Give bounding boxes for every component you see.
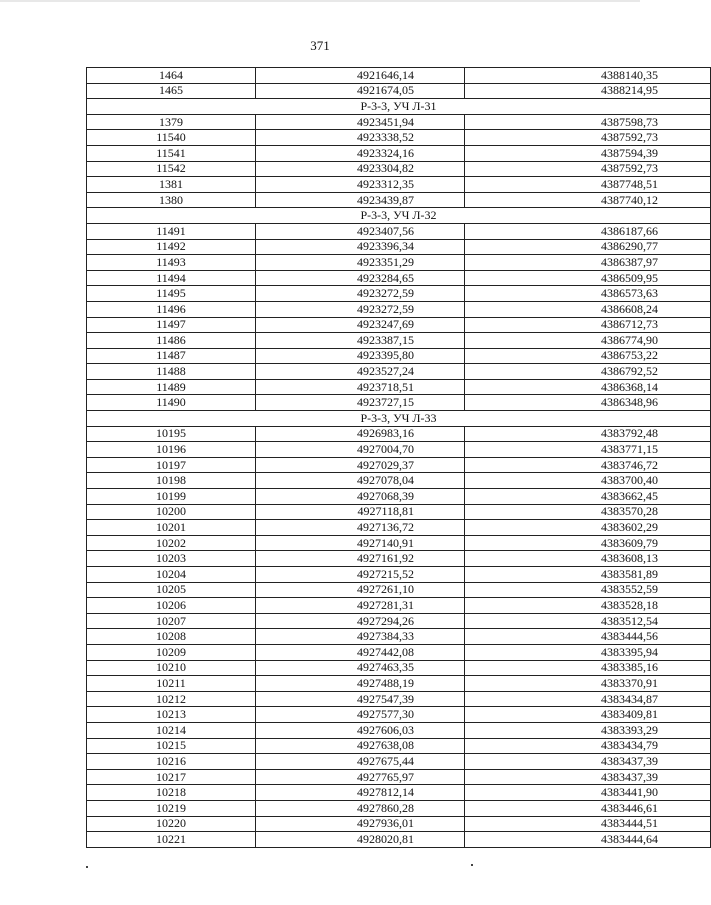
point-number-cell: 10215 bbox=[87, 738, 256, 754]
point-number-cell: 11541 bbox=[87, 145, 256, 161]
table-row bbox=[87, 317, 711, 333]
point-number-cell: 10218 bbox=[87, 785, 256, 801]
point-number-cell: 10220 bbox=[87, 816, 256, 832]
point-number-cell: 11488 bbox=[87, 364, 256, 380]
point-number-cell: 10200 bbox=[87, 504, 256, 520]
y-coordinate-cell: 4386573,63 bbox=[465, 286, 711, 302]
x-coordinate-cell: 4923272,59 bbox=[256, 286, 465, 302]
x-coordinate-cell: 4923351,29 bbox=[256, 255, 465, 271]
point-number-cell: 11542 bbox=[87, 161, 256, 177]
section-header-row bbox=[87, 208, 711, 224]
y-coordinate-cell: 4386368,14 bbox=[465, 379, 711, 395]
x-coordinate-cell: 4923324,16 bbox=[256, 145, 465, 161]
y-coordinate-cell: 4387748,51 bbox=[465, 177, 711, 193]
y-coordinate-cell: 4383370,91 bbox=[465, 676, 711, 692]
y-coordinate-cell: 4386753,22 bbox=[465, 348, 711, 364]
x-coordinate-cell: 4928020,81 bbox=[256, 832, 465, 848]
table-row bbox=[87, 130, 711, 146]
x-coordinate-cell: 4923312,35 bbox=[256, 177, 465, 193]
coordinates-table bbox=[86, 67, 711, 848]
table-row bbox=[87, 504, 711, 520]
point-number-cell: 10199 bbox=[87, 489, 256, 505]
y-coordinate-cell: 4383792,48 bbox=[465, 426, 711, 442]
x-coordinate-cell: 4927004,70 bbox=[256, 442, 465, 458]
y-coordinate-cell: 4386187,66 bbox=[465, 223, 711, 239]
coordinates-table-body bbox=[87, 68, 711, 848]
point-number-cell: 10205 bbox=[87, 582, 256, 598]
table-row bbox=[87, 177, 711, 193]
y-coordinate-cell: 4383409,81 bbox=[465, 707, 711, 723]
y-coordinate-cell: 4386290,77 bbox=[465, 239, 711, 255]
table-row bbox=[87, 114, 711, 130]
y-coordinate-cell: 4386608,24 bbox=[465, 301, 711, 317]
y-coordinate-cell: 4387592,73 bbox=[465, 130, 711, 146]
table-row bbox=[87, 239, 711, 255]
x-coordinate-cell: 4923247,69 bbox=[256, 317, 465, 333]
x-coordinate-cell: 4927463,35 bbox=[256, 660, 465, 676]
x-coordinate-cell: 4927078,04 bbox=[256, 473, 465, 489]
point-number-cell: 10197 bbox=[87, 457, 256, 473]
x-coordinate-cell: 4927140,91 bbox=[256, 535, 465, 551]
x-coordinate-cell: 4927384,33 bbox=[256, 629, 465, 645]
x-coordinate-cell: 4927638,08 bbox=[256, 738, 465, 754]
point-number-cell: 11493 bbox=[87, 255, 256, 271]
x-coordinate-cell: 4923451,94 bbox=[256, 114, 465, 130]
point-number-cell: 10198 bbox=[87, 473, 256, 489]
x-coordinate-cell: 4927442,08 bbox=[256, 644, 465, 660]
table-row bbox=[87, 535, 711, 551]
point-number-cell: 1379 bbox=[87, 114, 256, 130]
table-row bbox=[87, 520, 711, 536]
point-number-cell: 10211 bbox=[87, 676, 256, 692]
point-number-cell: 1464 bbox=[87, 68, 256, 84]
x-coordinate-cell: 4921674,05 bbox=[256, 83, 465, 99]
y-coordinate-cell: 4383446,61 bbox=[465, 800, 711, 816]
table-row bbox=[87, 161, 711, 177]
x-coordinate-cell: 4923527,24 bbox=[256, 364, 465, 380]
x-coordinate-cell: 4927675,44 bbox=[256, 754, 465, 770]
point-number-cell: 11487 bbox=[87, 348, 256, 364]
y-coordinate-cell: 4388214,95 bbox=[465, 83, 711, 99]
table-row bbox=[87, 489, 711, 505]
table-row bbox=[87, 379, 711, 395]
table-row bbox=[87, 582, 711, 598]
table-row bbox=[87, 145, 711, 161]
y-coordinate-cell: 4383746,72 bbox=[465, 457, 711, 473]
point-number-cell: 11486 bbox=[87, 333, 256, 349]
x-coordinate-cell: 4927118,81 bbox=[256, 504, 465, 520]
x-coordinate-cell: 4923407,56 bbox=[256, 223, 465, 239]
y-coordinate-cell: 4383771,15 bbox=[465, 442, 711, 458]
table-row bbox=[87, 644, 711, 660]
y-coordinate-cell: 4383570,28 bbox=[465, 504, 711, 520]
section-header-row bbox=[87, 411, 711, 427]
table-row bbox=[87, 567, 711, 583]
x-coordinate-cell: 4923718,51 bbox=[256, 379, 465, 395]
point-number-cell: 10213 bbox=[87, 707, 256, 723]
table-row bbox=[87, 192, 711, 208]
y-coordinate-cell: 4383608,13 bbox=[465, 551, 711, 567]
y-coordinate-cell: 4386348,96 bbox=[465, 395, 711, 411]
point-number-cell: 10217 bbox=[87, 769, 256, 785]
point-number-cell: 11496 bbox=[87, 301, 256, 317]
table-row bbox=[87, 301, 711, 317]
point-number-cell: 10221 bbox=[87, 832, 256, 848]
scan-speck bbox=[86, 866, 88, 868]
point-number-cell: 10209 bbox=[87, 644, 256, 660]
table-row bbox=[87, 722, 711, 738]
x-coordinate-cell: 4927606,03 bbox=[256, 722, 465, 738]
table-row bbox=[87, 660, 711, 676]
x-coordinate-cell: 4926983,16 bbox=[256, 426, 465, 442]
x-coordinate-cell: 4923727,15 bbox=[256, 395, 465, 411]
point-number-cell: 10216 bbox=[87, 754, 256, 770]
point-number-cell: 1381 bbox=[87, 177, 256, 193]
y-coordinate-cell: 4386509,95 bbox=[465, 270, 711, 286]
table-row bbox=[87, 613, 711, 629]
page-number: 371 bbox=[310, 38, 330, 53]
y-coordinate-cell: 4383434,79 bbox=[465, 738, 711, 754]
table-row bbox=[87, 270, 711, 286]
x-coordinate-cell: 4927812,14 bbox=[256, 785, 465, 801]
x-coordinate-cell: 4921646,14 bbox=[256, 68, 465, 84]
table-row bbox=[87, 83, 711, 99]
point-number-cell: 10210 bbox=[87, 660, 256, 676]
y-coordinate-cell: 4386712,73 bbox=[465, 317, 711, 333]
table-row bbox=[87, 769, 711, 785]
point-number-cell: 11491 bbox=[87, 223, 256, 239]
x-coordinate-cell: 4927860,28 bbox=[256, 800, 465, 816]
y-coordinate-cell: 4383700,40 bbox=[465, 473, 711, 489]
y-coordinate-cell: 4383662,45 bbox=[465, 489, 711, 505]
point-number-cell: 10214 bbox=[87, 722, 256, 738]
y-coordinate-cell: 4387740,12 bbox=[465, 192, 711, 208]
x-coordinate-cell: 4927294,26 bbox=[256, 613, 465, 629]
y-coordinate-cell: 4387592,73 bbox=[465, 161, 711, 177]
y-coordinate-cell: 4383393,29 bbox=[465, 722, 711, 738]
y-coordinate-cell: 4383444,64 bbox=[465, 832, 711, 848]
y-coordinate-cell: 4386792,52 bbox=[465, 364, 711, 380]
point-number-cell: 11490 bbox=[87, 395, 256, 411]
table-row bbox=[87, 364, 711, 380]
y-coordinate-cell: 4383444,56 bbox=[465, 629, 711, 645]
y-coordinate-cell: 4387598,73 bbox=[465, 114, 711, 130]
scan-speck bbox=[471, 864, 473, 866]
point-number-cell: 1465 bbox=[87, 83, 256, 99]
y-coordinate-cell: 4383609,79 bbox=[465, 535, 711, 551]
table-row bbox=[87, 333, 711, 349]
x-coordinate-cell: 4927215,52 bbox=[256, 567, 465, 583]
scan-top-edge bbox=[0, 0, 640, 2]
point-number-cell: 11495 bbox=[87, 286, 256, 302]
table-row bbox=[87, 832, 711, 848]
section-title: Р-3-3, УЧ Л-33 bbox=[87, 411, 711, 427]
section-header-row bbox=[87, 99, 711, 115]
y-coordinate-cell: 4383528,18 bbox=[465, 598, 711, 614]
table-row bbox=[87, 629, 711, 645]
y-coordinate-cell: 4383441,90 bbox=[465, 785, 711, 801]
table-row bbox=[87, 457, 711, 473]
point-number-cell: 11492 bbox=[87, 239, 256, 255]
y-coordinate-cell: 4383444,51 bbox=[465, 816, 711, 832]
y-coordinate-cell: 4383395,94 bbox=[465, 644, 711, 660]
y-coordinate-cell: 4388140,35 bbox=[465, 68, 711, 84]
point-number-cell: 11497 bbox=[87, 317, 256, 333]
x-coordinate-cell: 4927029,37 bbox=[256, 457, 465, 473]
point-number-cell: 11494 bbox=[87, 270, 256, 286]
y-coordinate-cell: 4383602,29 bbox=[465, 520, 711, 536]
y-coordinate-cell: 4383385,16 bbox=[465, 660, 711, 676]
table-row bbox=[87, 473, 711, 489]
x-coordinate-cell: 4923284,65 bbox=[256, 270, 465, 286]
point-number-cell: 10196 bbox=[87, 442, 256, 458]
y-coordinate-cell: 4383581,89 bbox=[465, 567, 711, 583]
table-row bbox=[87, 286, 711, 302]
table-row bbox=[87, 785, 711, 801]
x-coordinate-cell: 4927577,30 bbox=[256, 707, 465, 723]
table-row bbox=[87, 691, 711, 707]
point-number-cell: 10206 bbox=[87, 598, 256, 614]
table-row bbox=[87, 68, 711, 84]
point-number-cell: 10195 bbox=[87, 426, 256, 442]
section-title: Р-3-3, УЧ Л-32 bbox=[87, 208, 711, 224]
x-coordinate-cell: 4927261,10 bbox=[256, 582, 465, 598]
x-coordinate-cell: 4923304,82 bbox=[256, 161, 465, 177]
x-coordinate-cell: 4927068,39 bbox=[256, 489, 465, 505]
table-row bbox=[87, 442, 711, 458]
table-row bbox=[87, 816, 711, 832]
y-coordinate-cell: 4383512,54 bbox=[465, 613, 711, 629]
point-number-cell: 11489 bbox=[87, 379, 256, 395]
x-coordinate-cell: 4927488,19 bbox=[256, 676, 465, 692]
x-coordinate-cell: 4927281,31 bbox=[256, 598, 465, 614]
point-number-cell: 11540 bbox=[87, 130, 256, 146]
y-coordinate-cell: 4383552,59 bbox=[465, 582, 711, 598]
x-coordinate-cell: 4927765,97 bbox=[256, 769, 465, 785]
x-coordinate-cell: 4927161,92 bbox=[256, 551, 465, 567]
table-row bbox=[87, 800, 711, 816]
point-number-cell: 10204 bbox=[87, 567, 256, 583]
y-coordinate-cell: 4383437,39 bbox=[465, 754, 711, 770]
x-coordinate-cell: 4923395,80 bbox=[256, 348, 465, 364]
table-row bbox=[87, 551, 711, 567]
y-coordinate-cell: 4386387,97 bbox=[465, 255, 711, 271]
x-coordinate-cell: 4927936,01 bbox=[256, 816, 465, 832]
point-number-cell: 10202 bbox=[87, 535, 256, 551]
table-row bbox=[87, 395, 711, 411]
point-number-cell: 10208 bbox=[87, 629, 256, 645]
x-coordinate-cell: 4923396,34 bbox=[256, 239, 465, 255]
x-coordinate-cell: 4923338,52 bbox=[256, 130, 465, 146]
point-number-cell: 10207 bbox=[87, 613, 256, 629]
point-number-cell: 10212 bbox=[87, 691, 256, 707]
section-title: Р-3-3, УЧ Л-31 bbox=[87, 99, 711, 115]
table-row bbox=[87, 676, 711, 692]
x-coordinate-cell: 4923272,59 bbox=[256, 301, 465, 317]
table-row bbox=[87, 738, 711, 754]
table-row bbox=[87, 255, 711, 271]
table-row bbox=[87, 598, 711, 614]
point-number-cell: 10201 bbox=[87, 520, 256, 536]
x-coordinate-cell: 4923439,87 bbox=[256, 192, 465, 208]
x-coordinate-cell: 4927547,39 bbox=[256, 691, 465, 707]
table-row bbox=[87, 754, 711, 770]
point-number-cell: 1380 bbox=[87, 192, 256, 208]
table-row bbox=[87, 223, 711, 239]
y-coordinate-cell: 4383434,87 bbox=[465, 691, 711, 707]
table-row bbox=[87, 348, 711, 364]
table-row bbox=[87, 426, 711, 442]
y-coordinate-cell: 4383437,39 bbox=[465, 769, 711, 785]
table-row bbox=[87, 707, 711, 723]
y-coordinate-cell: 4386774,90 bbox=[465, 333, 711, 349]
x-coordinate-cell: 4923387,15 bbox=[256, 333, 465, 349]
point-number-cell: 10219 bbox=[87, 800, 256, 816]
y-coordinate-cell: 4387594,39 bbox=[465, 145, 711, 161]
x-coordinate-cell: 4927136,72 bbox=[256, 520, 465, 536]
point-number-cell: 10203 bbox=[87, 551, 256, 567]
